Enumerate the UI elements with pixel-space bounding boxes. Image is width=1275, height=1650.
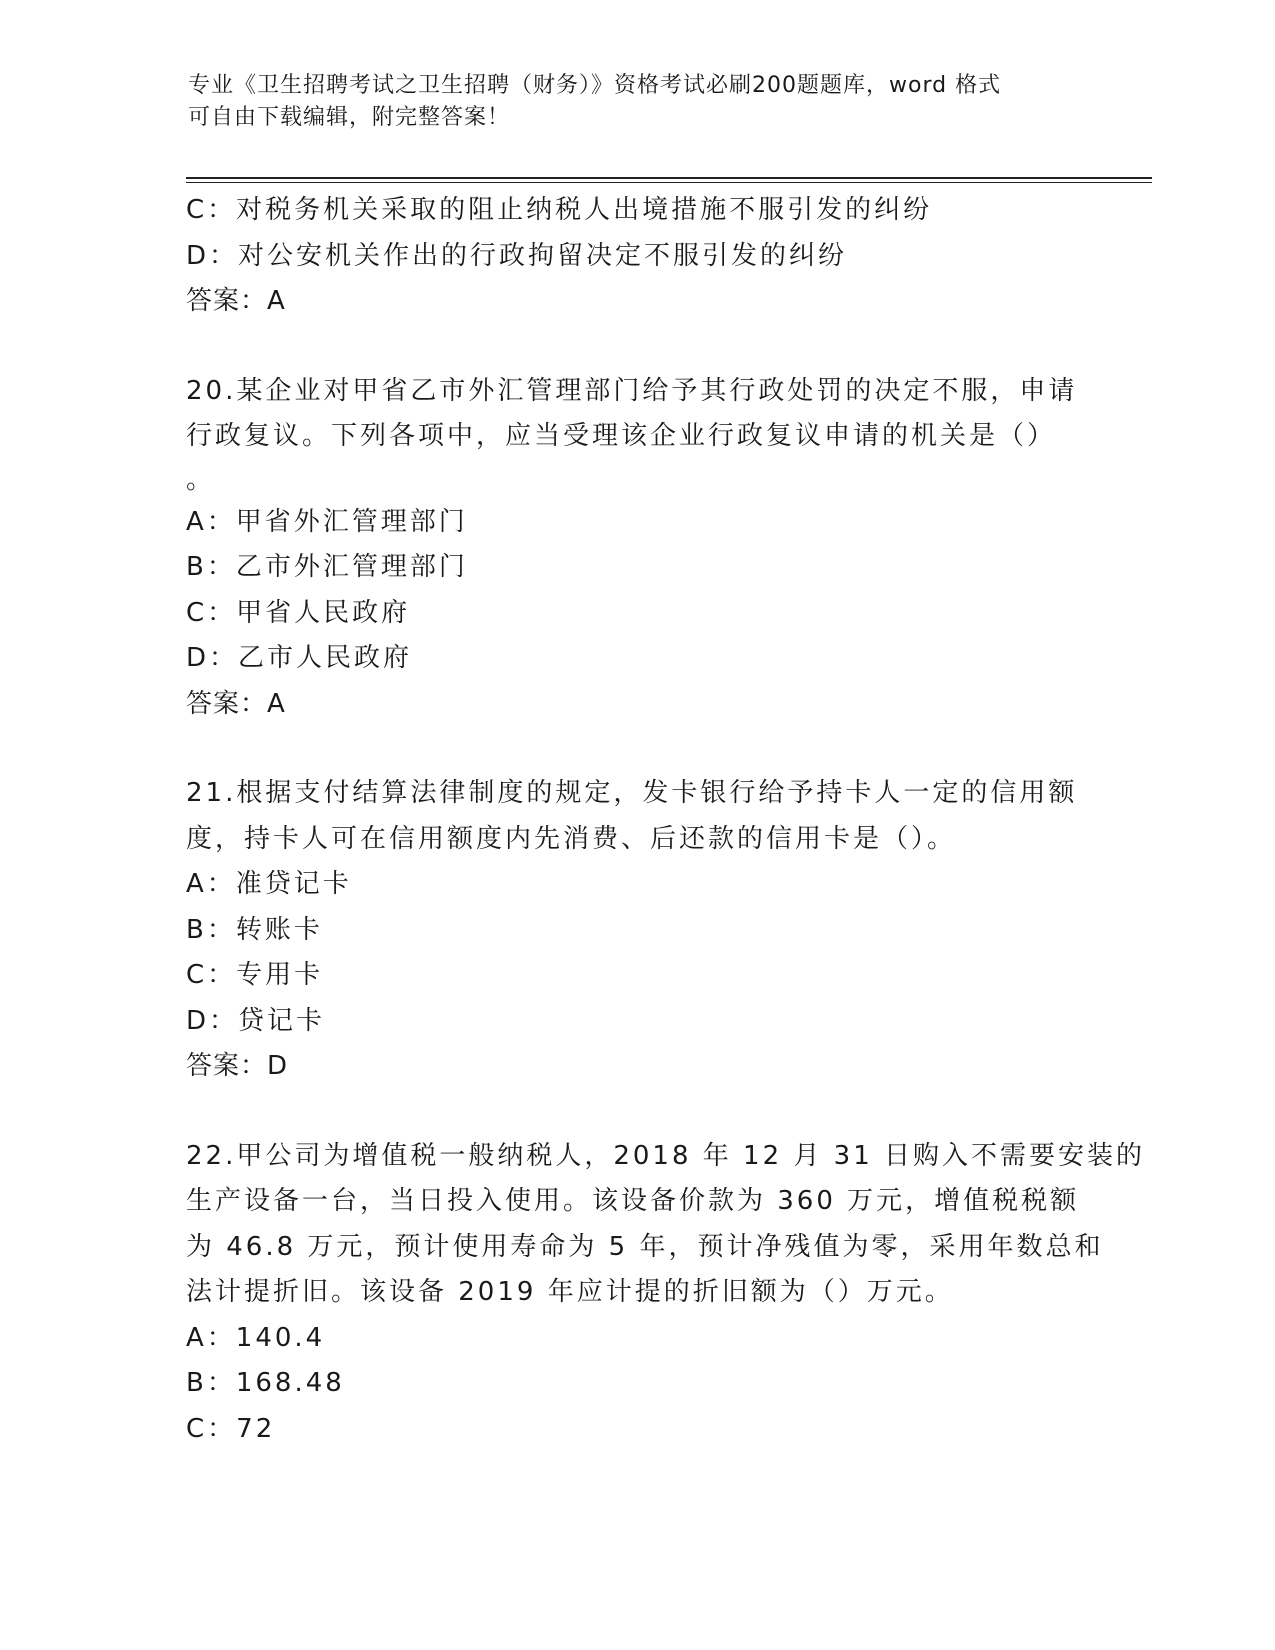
option-a: A：甲省外汇管理部门 <box>186 506 468 537</box>
question-stem: 。 <box>186 464 216 495</box>
option-d: D：贷记卡 <box>186 1005 326 1036</box>
question-stem: 行政复议。下列各项中，应当受理该企业行政复议申请的机关是（） <box>186 421 1057 451</box>
previous-question <box>186 188 1086 325</box>
question-stem: 生产设备一台，当日投入使用。该设备价款为 360 万元，增值税税额 <box>186 1186 1080 1216</box>
option-a: A：准贷记卡 <box>186 869 352 899</box>
header-rule-thick <box>186 177 1152 179</box>
spacer <box>186 325 1086 369</box>
option-a: A：140.4 <box>186 1322 326 1353</box>
question-21 <box>186 771 1086 1090</box>
header-title-line-2: 可自由下载编辑，附完整答案！ <box>188 105 511 130</box>
option-c: C：专用卡 <box>186 960 324 990</box>
answer-line: 答案：A <box>186 688 286 719</box>
question-content <box>186 188 1146 1452</box>
option-c: C：72 <box>186 1413 276 1444</box>
answer-line: 答案：D <box>186 1051 289 1081</box>
question-stem: 度，持卡人可在信用额度内先消费、后还款的信用卡是（）。 <box>186 823 957 854</box>
question-22 <box>186 1134 1146 1453</box>
option-b: B：168.48 <box>186 1368 345 1398</box>
question-stem: 21.根据支付结算法律制度的规定，发卡银行给予持卡人一定的信用额 <box>186 778 1078 808</box>
question-20 <box>186 369 1086 728</box>
option-b: B：乙市外汇管理部门 <box>186 552 468 582</box>
spacer <box>186 727 1086 771</box>
header-title-line-1: 专业《卫生招聘考试之卫生招聘（财务）》资格考试必刷200题题库，word 格式 <box>188 73 1002 98</box>
option-d: D：对公安机关作出的行政拘留决定不服引发的纠纷 <box>186 240 848 271</box>
document-header <box>188 70 1068 134</box>
option-c: C：对税务机关采取的阻止纳税人出境措施不服引发的纠纷 <box>186 195 933 225</box>
question-stem: 为 46.8 万元，预计使用寿命为 5 年，预计净残值为零，采用年数总和 <box>186 1231 1104 1262</box>
question-stem: 法计提折旧。该设备 2019 年应计提的折旧额为（）万元。 <box>186 1277 954 1307</box>
option-c: C：甲省人民政府 <box>186 597 411 628</box>
option-d: D：乙市人民政府 <box>186 643 413 673</box>
question-stem: 22.甲公司为增值税一般纳税人，2018 年 12 月 31 日购入不需要安装的 <box>186 1140 1146 1171</box>
spacer <box>186 1090 1086 1134</box>
answer-line: 答案：A <box>186 286 286 316</box>
header-rule-thin <box>186 182 1152 183</box>
option-b: B：转账卡 <box>186 914 323 945</box>
question-stem: 20.某企业对甲省乙市外汇管理部门给予其行政处罚的决定不服，申请 <box>186 375 1078 406</box>
